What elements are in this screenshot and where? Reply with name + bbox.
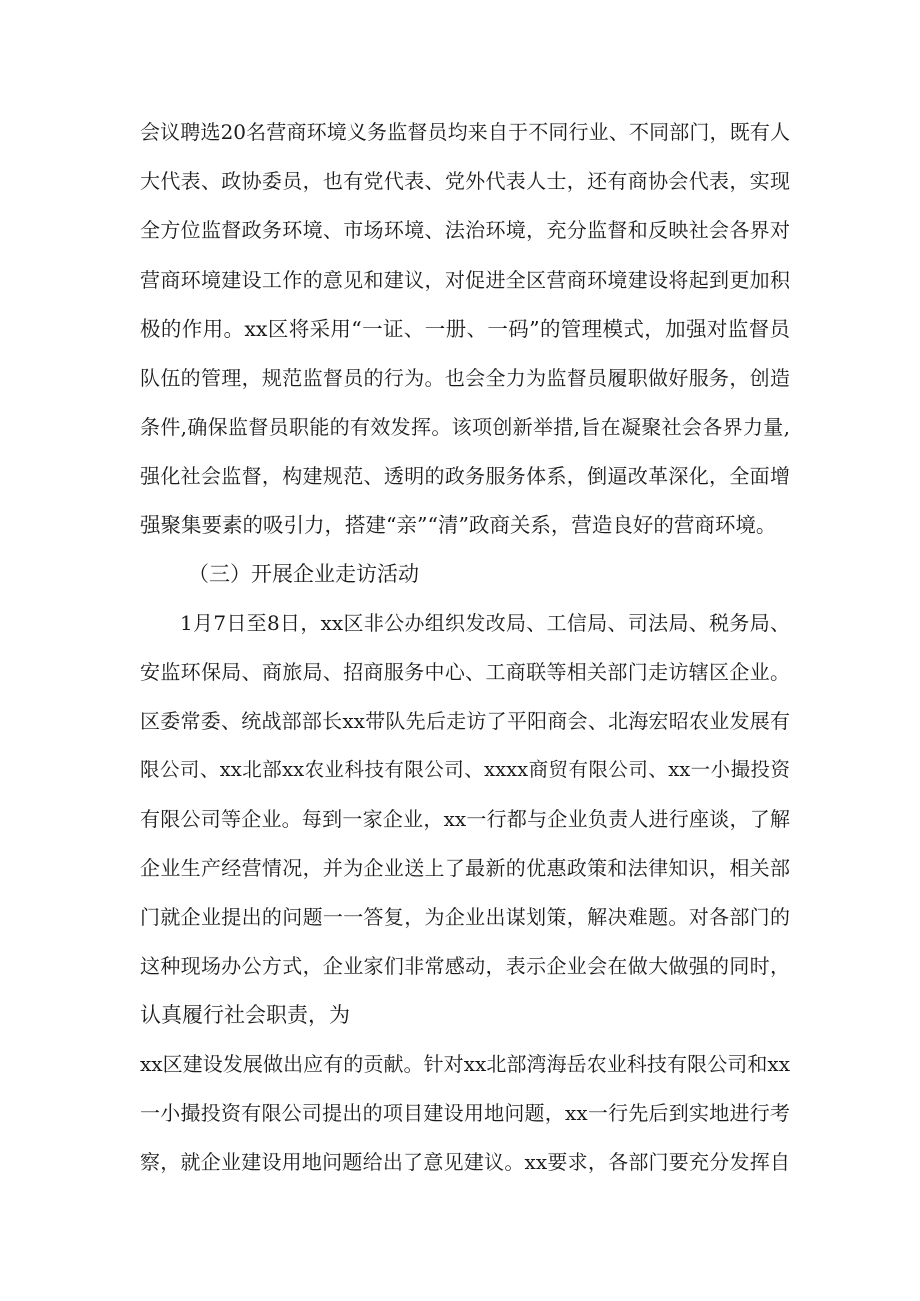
paragraph-line: 会议聘选20名营商环境义务监督员均来自于不同行业、不同部门，既有人 [140,120,790,144]
paragraph-line: 限公司、xx北部xx农业科技有限公司、xxxx商贸有限公司、xx一小撮投资 [140,758,790,781]
section-heading: （三）开展企业走访活动 [188,562,419,586]
paragraph-line: 一小撮投资有限公司提出的项目建设用地问题，xx一行先后到实地进行考 [140,1101,790,1125]
paragraph-line: 全方位监督政务环境、市场环境、法治环境，充分监督和反映社会各界对 [140,218,790,242]
paragraph-line: 安监环保局、商旅局、招商服务中心、工商联等相关部门走访辖区企业。 [140,660,790,684]
paragraph-line: 区委常委、统战部部长xx带队先后走访了平阳商会、北海宏昭农业发展有 [140,709,790,733]
paragraph-line: 队伍的管理，规范监督员的行为。也会全力为监督员履职做好服务，创造 [140,366,790,390]
paragraph-line: 察，就企业建设用地问题给出了意见建议。xx要求，各部门要充分发挥自 [140,1150,790,1174]
paragraph-line: 营商环境建设工作的意见和建议，对促进全区营商环境建设将起到更加积 [140,268,790,292]
paragraph-line: 1月7日至8日，xx区非公办组织发改局、工信局、司法局、税务局、 [180,611,790,635]
paragraph-line: 门就企业提出的问题一一答复，为企业出谋划策，解决难题。对各部门的 [140,905,790,929]
paragraph-line: 大代表、政协委员，也有党代表、党外代表人士，还有商协会代表，实现 [140,169,790,193]
paragraph-line: 有限公司等企业。每到一家企业，xx一行都与企业负责人进行座谈，了解 [140,807,790,831]
paragraph-line: 认真履行社会职责，为 [140,1003,350,1027]
paragraph-line: 条件,确保监督员职能的有效发挥。该项创新举措,旨在凝聚社会各界力量, [140,415,790,439]
paragraph-line: 企业生产经营情况，并为企业送上了最新的优惠政策和法律知识，相关部 [140,856,790,880]
paragraph-line: 极的作用。xx区将采用“一证、一册、一码”的管理模式，加强对监督员 [140,317,790,341]
paragraph-line: 强化社会监督，构建规范、透明的政务服务体系，倒逼改革深化，全面增 [140,464,790,488]
paragraph-line: 这种现场办公方式，企业家们非常感动，表示企业会在做大做强的同时， [140,954,790,978]
paragraph-line: xx区建设发展做出应有的贡献。针对xx北部湾海岳农业科技有限公司和xx [140,1052,790,1076]
paragraph-line: 强聚集要素的吸引力，搭建“亲”“清”政商关系，营造良好的营商环境。 [140,513,777,537]
